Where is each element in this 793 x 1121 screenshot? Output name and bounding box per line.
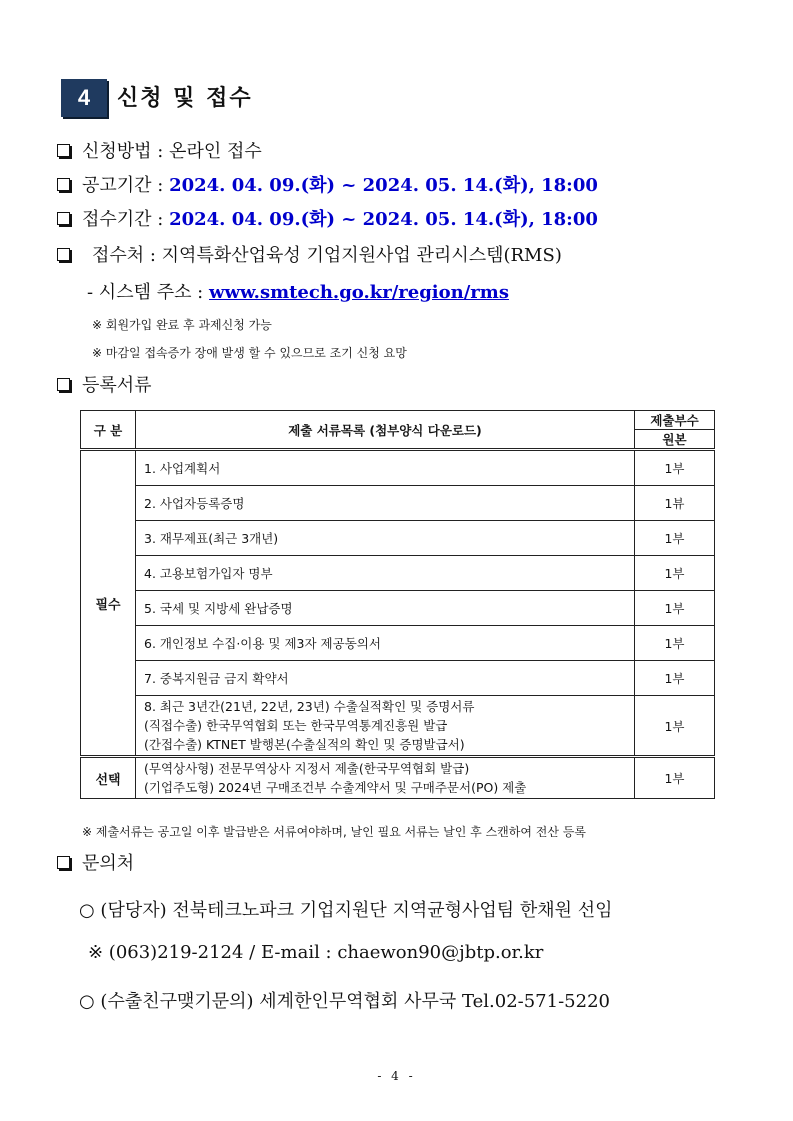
contact-person: ○ (담당자) 전북테크노파크 기업지원단 지역균형사업팀 한채원 선임 [79, 900, 613, 921]
table-row [81, 591, 715, 626]
table-row [81, 696, 715, 757]
col-original-header: 원본 [635, 430, 715, 450]
table-row [81, 626, 715, 661]
documents-table [80, 410, 714, 799]
table-row [81, 450, 715, 486]
system-label: - 시스템 주소 : [87, 282, 204, 303]
table-row [81, 757, 715, 799]
note-signup: ※ 회원가입 완료 후 과제신청 가능 [92, 318, 272, 332]
place-line [57, 241, 562, 267]
docs-footnote: ※ 제출서류는 공고일 이후 발급받은 서류여야하며, 날인 필요 서류는 날인 후 스캔하여 전산 등록 [82, 825, 586, 839]
doc-cell: 6. 개인정보 수집·이용 및 제3자 제공동의서 [136, 626, 635, 661]
qty-cell: 1부 [635, 696, 715, 757]
qty-cell: 1부 [635, 521, 715, 556]
checkbox-icon [57, 178, 70, 191]
section-number-badge: 4 [61, 79, 107, 117]
qty-cell: 1뷰 [635, 486, 715, 521]
doc-line: (무역상사형) 전문무역상사 지정서 제출(한국무역협회 발급) [144, 761, 470, 776]
qty-cell: 1부 [635, 591, 715, 626]
system-address-line [87, 278, 509, 304]
contact-heading-line [57, 849, 134, 875]
notice-period-line [57, 171, 598, 197]
receipt-period-line [57, 205, 598, 231]
checkbox-icon [57, 248, 70, 261]
col-category-header: 구 분 [81, 411, 136, 450]
col-docs-header: 제출 서류목록 (첨부양식 다운로드) [136, 411, 635, 450]
checkbox-icon [57, 144, 70, 157]
section-title: 신청 및 접수 [117, 86, 253, 111]
docs-heading-line [57, 371, 152, 397]
table-row [81, 521, 715, 556]
doc-cell: 5. 국세 및 지방세 완납증명 [136, 591, 635, 626]
table-row [81, 556, 715, 591]
note-deadline: ※ 마감일 접속증가 장애 발생 할 수 있으므로 조기 신청 요망 [92, 346, 407, 360]
contact-export-inquiry: ○ (수출친구맺기문의) 세계한인무역협회 사무국 Tel.02-571-5220 [79, 991, 610, 1012]
col-count-header: 제출부수 [635, 411, 715, 430]
checkbox-icon [57, 378, 70, 391]
checkbox-icon [57, 212, 70, 225]
notice-label: 공고기간 : [82, 175, 164, 196]
doc-line: (직접수출) 한국무역협회 또는 한국무역통계진흥원 발급 [144, 718, 448, 733]
checkbox-icon [57, 856, 70, 869]
doc-cell: 2. 사업자등록증명 [136, 486, 635, 521]
doc-cell: 3. 재무제표(최근 3개년) [136, 521, 635, 556]
contact-heading: 문의처 [82, 853, 135, 874]
doc-cell [136, 696, 635, 757]
method-text: 신청방법 : 온라인 접수 [82, 141, 262, 162]
doc-cell [136, 757, 635, 799]
doc-line: 8. 최근 3년간(21년, 22년, 23년) 수출실적확인 및 증명서류 [144, 699, 475, 714]
method-line [57, 137, 262, 163]
receipt-value: 2024. 04. 09.(화) ~ 2024. 05. 14.(화), 18:00 [169, 209, 598, 230]
table-row [81, 486, 715, 521]
doc-cell: 1. 사업계획서 [136, 450, 635, 486]
system-url-link[interactable]: www.smtech.go.kr/region/rms [209, 282, 509, 303]
receipt-label: 접수기간 : [82, 209, 164, 230]
page-number: - 4 - [377, 1069, 416, 1083]
doc-cell: 4. 고용보험가입자 명부 [136, 556, 635, 591]
qty-cell: 1부 [635, 556, 715, 591]
table-row [81, 661, 715, 696]
qty-cell: 1부 [635, 450, 715, 486]
qty-cell: 1부 [635, 757, 715, 799]
notice-value: 2024. 04. 09.(화) ~ 2024. 05. 14.(화), 18:00 [169, 175, 598, 196]
doc-line: (간접수출) KTNET 발행본(수출실적의 확인 및 증명발급서) [144, 737, 465, 752]
doc-line: (기업주도형) 2024년 구매조건부 수출계약서 및 구매주문서(PO) 제출 [144, 780, 527, 795]
doc-cell: 7. 중복지원금 금지 확약서 [136, 661, 635, 696]
contact-phone-email: ※ (063)219-2124 / E-mail : chaewon90@jbtp.or.kr [88, 942, 544, 963]
place-text: 접수처 : 지역특화산업육성 기업지원사업 관리시스템(RMS) [92, 245, 562, 266]
qty-cell: 1부 [635, 626, 715, 661]
required-category: 필수 [81, 450, 136, 757]
optional-category: 선택 [81, 757, 136, 799]
docs-heading: 등록서류 [82, 375, 152, 396]
qty-cell: 1부 [635, 661, 715, 696]
